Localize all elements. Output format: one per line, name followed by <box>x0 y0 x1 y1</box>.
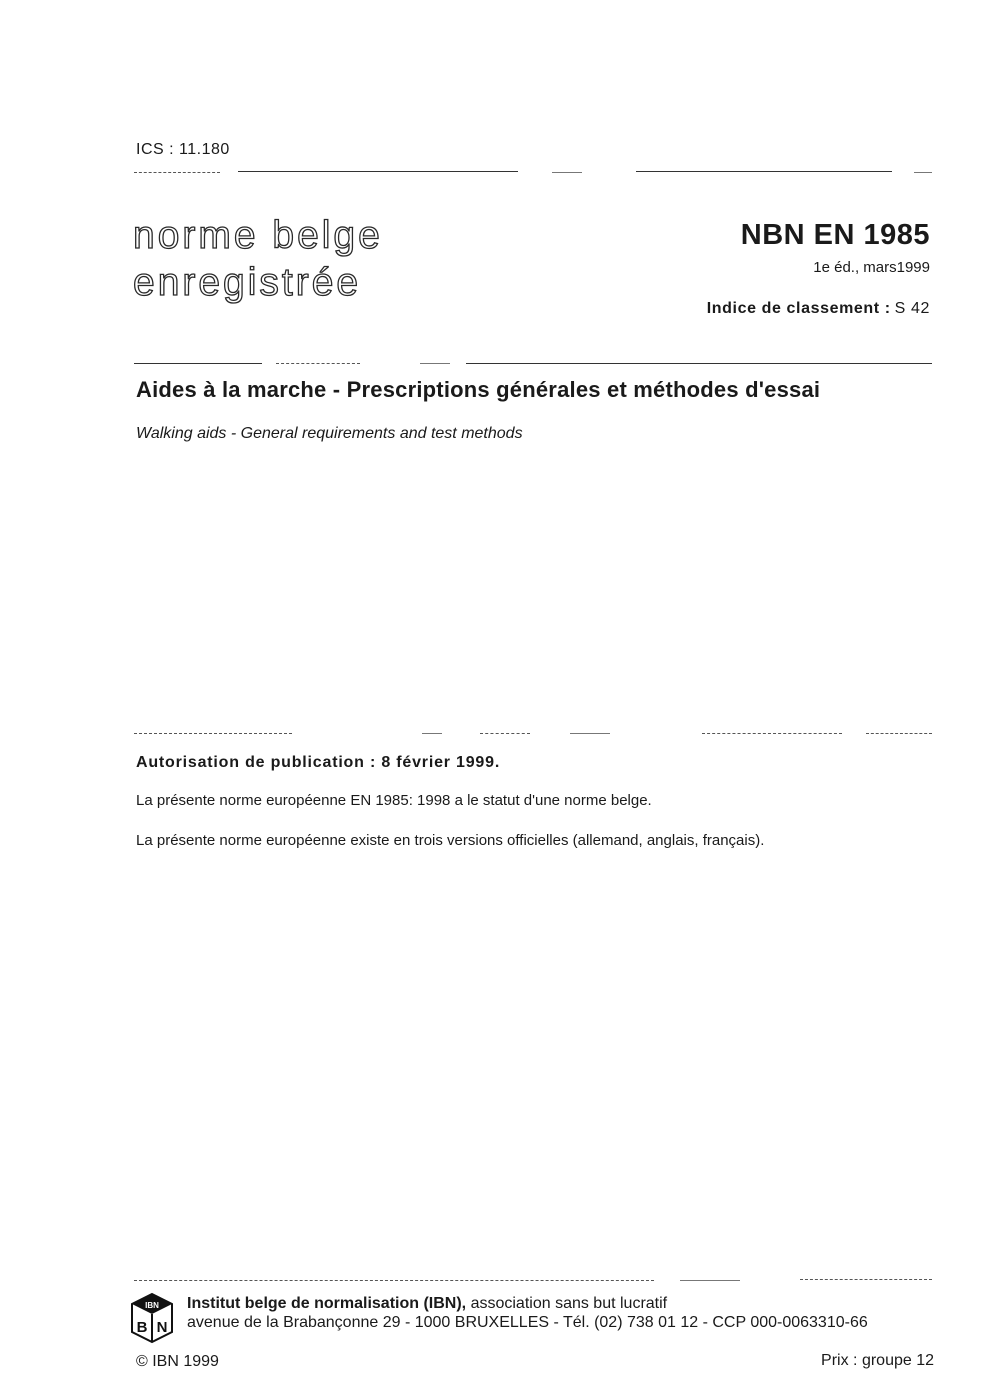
header-divider <box>636 171 892 172</box>
publication-authorization: Autorisation de publication : 8 février 1999. <box>136 754 501 771</box>
classification-index <box>707 300 930 318</box>
publication-divider <box>134 733 292 734</box>
versions-statement: La présente norme européenne existe en trois versions officielles (allemand, anglais, français). <box>136 832 765 849</box>
ibn-logo-icon <box>130 1292 174 1344</box>
header-divider <box>134 172 220 173</box>
footer-divider <box>800 1279 932 1280</box>
publication-divider <box>480 733 530 734</box>
document-title-fr: Aides à la marche - Prescriptions générales et méthodes d'essai <box>136 377 821 402</box>
status-statement: La présente norme européenne EN 1985: 1998 a le statut d'une norme belge. <box>136 792 652 809</box>
standard-number: NBN EN 1985 <box>740 219 930 251</box>
institute-description: association sans but lucratif <box>466 1295 668 1312</box>
institute-address: avenue de la Brabançonne 29 - 1000 BRUXELLES - Tél. (02) 738 01 12 - CCP 000-0063310-66 <box>187 1314 868 1331</box>
publication-divider <box>702 733 842 734</box>
edition-date: 1e éd., mars1999 <box>813 259 930 276</box>
ics-code: ICS : 11.180 <box>136 141 230 158</box>
title-divider <box>276 363 360 364</box>
publication-divider <box>866 733 932 734</box>
title-divider <box>466 363 932 364</box>
header-divider <box>914 172 932 173</box>
institute-name-bold: Institut belge de normalisation (IBN), <box>187 1295 467 1312</box>
price-group: Prix : groupe 12 <box>821 1352 934 1369</box>
document-title-en: Walking aids - General requirements and test methods <box>136 425 523 442</box>
norme-belge-title: norme belge <box>133 214 383 257</box>
header-divider <box>238 171 518 172</box>
enregistree-title: enregistrée <box>133 261 362 304</box>
svg-text:B: B <box>136 1319 148 1336</box>
publication-divider <box>570 733 610 734</box>
title-divider <box>134 363 262 364</box>
svg-text:N: N <box>156 1319 168 1336</box>
publication-divider <box>422 733 442 734</box>
logo-letter-i: IBN <box>145 1301 159 1310</box>
copyright: © IBN 1999 <box>136 1353 219 1370</box>
classification-label: Indice de classement : <box>706 300 891 317</box>
header-divider <box>552 172 582 173</box>
title-divider <box>420 363 450 364</box>
institute-name <box>187 1295 667 1313</box>
footer-divider <box>680 1280 740 1281</box>
footer-divider <box>134 1280 654 1281</box>
classification-value: S 42 <box>894 300 930 317</box>
